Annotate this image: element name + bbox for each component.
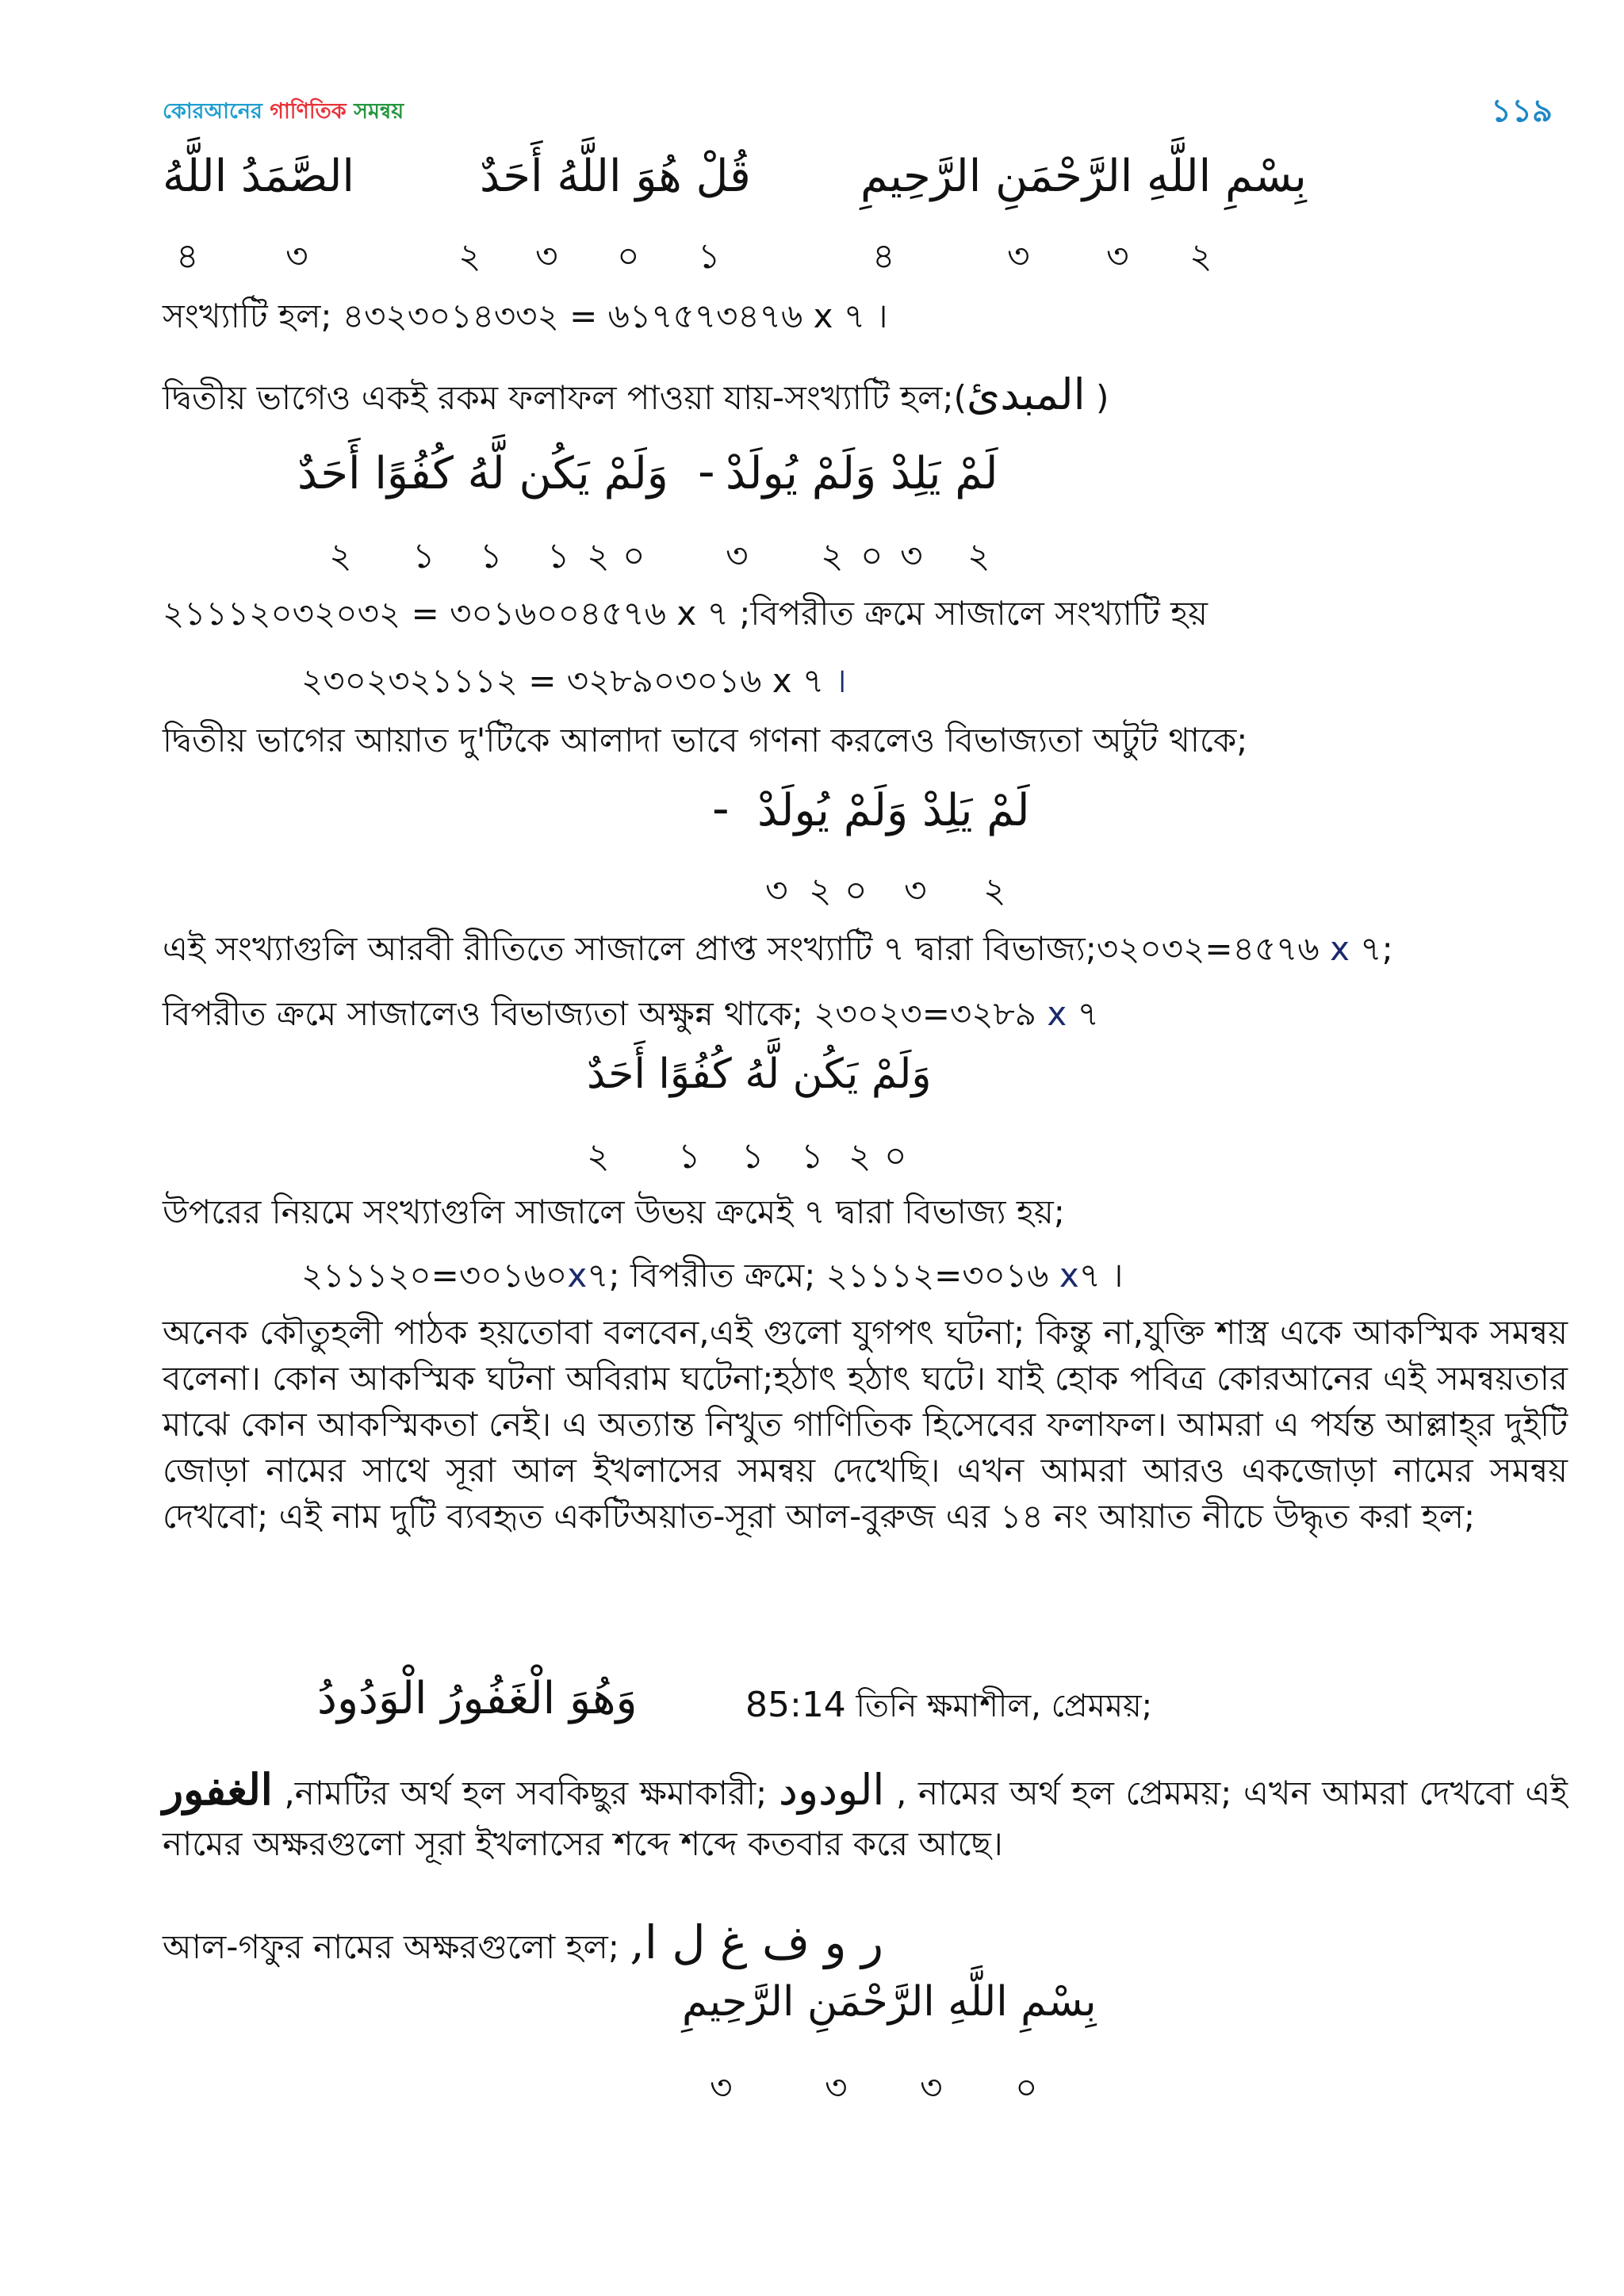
digit: ০: [617, 236, 640, 277]
arabic-yakun: وَلَمْ يَكُن لَّهُ كُفُوًا أَحَدٌ: [297, 448, 668, 499]
times-sign: x: [1047, 994, 1067, 1033]
times-sign: x: [1059, 1256, 1079, 1295]
digit: ৩: [726, 536, 749, 576]
number-line-1: সংখ্যাটি হল; ৪৩২৩০১৪৩৩২ = ৬১৭৫৭৩৪৭৬ x ৭ ।: [163, 297, 888, 335]
digit: ১: [547, 536, 570, 576]
number-line-3-text: ২৩০২৩২১১১২ = ৩২৮৯০৩০১৬ x ৭: [301, 661, 835, 700]
rule2-a: ২১১১২০=৩০১৬০: [301, 1256, 568, 1295]
verse-line: [745, 1681, 1152, 1734]
arabic-al-wadud: الودود: [778, 1765, 885, 1815]
digit: ২: [587, 1136, 610, 1177]
digit: ১: [801, 1136, 824, 1177]
digit: ২: [329, 536, 352, 576]
reverse-end: ৭: [1067, 994, 1099, 1033]
verse-translation: তিনি ক্ষমাশীল, প্রেমময়;: [845, 1688, 1153, 1724]
arabic-al-ghafur: الغفور: [163, 1764, 273, 1815]
names-paragraph: [163, 1764, 1568, 1869]
names-text-b: , নামের অর্থ হল প্রেমময়; এখন আমরা দেখবো এই নামের অক্ষরগুলো সূরা ইখলাসের শব্দে শব্দে কতবার করে আছে।: [163, 1774, 1568, 1863]
main-paragraph: অনেক কৌতুহলী পাঠক হয়তোবা বলবেন,এই গুলো যুগপৎ ঘটনা; কিন্তু না,যুক্তি শাস্ত্র একে আকস্মিক সমন্বয় বলেনা। কোন আকস্মিক ঘটনা অবিরাম ঘটেনা;হঠাৎ হঠাৎ ঘটে। যাই হোক পবিত্র কোরআনের এই সমন্বয়তার মাঝে কোন আকস্মিকতা নেই। এ অত্যান্ত নিখুত গাণিতিক হিসেবের ফলাফল। আমরা এ পর্যন্ত আল্লাহ্‌র দুইটি জোড়া নামের সাথে সূরা আল ইখলাসের সমন্বয় দেখেছি। এখন আমরা আরও একজোড়া নামের সমন্বয় দেখবো; এই নাম দুটি ব্যবহৃত একটিঅয়াত-সূরা আল-বুরুজ এর ১৪ নং আয়াত নীচে উদ্ধৃত করা হল;: [163, 1313, 1568, 1536]
digit: ১: [741, 1136, 764, 1177]
digit: ১: [678, 1136, 701, 1177]
dash: -: [698, 444, 715, 499]
digit: ০: [860, 536, 883, 576]
rule-line: উপরের নিয়মে সংখ্যাগুলি সাজালে উভয় ক্রমেই ৭ দ্বারা বিভাজ্য হয়;: [163, 1192, 1065, 1231]
arabic-method-line: [163, 926, 1393, 973]
digit: ০: [845, 871, 868, 911]
times-sign: x: [1330, 929, 1350, 968]
arabic-letters: ر و ف غ ل ا,: [630, 1915, 883, 1969]
separate-line: দ্বিতীয় ভাগের আয়াত দু'টিকে আলাদা ভাবে গণনা করলেও বিভাজ্যতা অটুট থাকে;: [163, 721, 1248, 760]
digit: ৪: [872, 236, 895, 277]
digit: ৪: [176, 236, 199, 277]
times-sign: x: [567, 1256, 588, 1295]
rule2-b: ৭; বিপরীত ক্রমে; ২১১১২=৩০১৬: [587, 1256, 1059, 1295]
digit: ০: [622, 536, 645, 576]
arabic-verse-85-14: وَهُوَ الْغَفُورُ الْوَدُودُ: [317, 1673, 638, 1724]
digit: ৩: [1007, 236, 1030, 277]
arabic-samad: الصَّمَدُ اللَّهُ: [163, 151, 354, 202]
digit: ২: [1189, 236, 1212, 277]
arabic-qul: قُلْ هُوَ اللَّهُ أَحَدٌ: [480, 151, 751, 202]
digit: ৩: [825, 2068, 848, 2108]
arabic-method-text: এই সংখ্যাগুলি আরবী রীতিতে সাজালে প্রাপ্ত সংখ্যাটি ৭ দ্বারা বিভাজ্য;৩২০৩২=৪৫৭৬: [163, 929, 1331, 968]
names-text-a: ,নামটির অর্থ হল সবকিছুর ক্ষমাকারী;: [272, 1774, 779, 1812]
verse-reference: 85:14: [745, 1685, 846, 1725]
reverse-line: [163, 991, 1099, 1038]
digit: ১: [698, 236, 721, 277]
digit: ২: [967, 536, 990, 576]
digit: ২: [821, 536, 844, 576]
digit: ২: [587, 536, 610, 576]
arabic-bismillah: بِسْمِ اللَّهِ الرَّحْمَنِ الرَّحِيمِ: [860, 151, 1307, 202]
digit: ১: [480, 536, 503, 576]
second-part-text: দ্বিতীয় ভাগেও একই রকম ফলাফল পাওয়া যায়-সংখ্যাটি হল;(: [163, 378, 967, 417]
number-line-2: ২১১১২০৩২০৩২ = ৩০১৬০০৪৫৭৬ x ৭ ;বিপরীত ক্রমে সাজালে সংখ্যাটি হয়: [163, 594, 1208, 633]
close-paren: ): [1085, 378, 1109, 417]
page-number: ১১৯: [1491, 93, 1553, 129]
digit: ৩: [920, 2068, 943, 2108]
digit: ৩: [1106, 236, 1129, 277]
digit: ১: [412, 536, 435, 576]
digit: ৩: [285, 236, 308, 277]
digit: ২: [809, 871, 832, 911]
letters-line: [163, 1911, 883, 1975]
second-part-line: [163, 365, 1109, 425]
digit: ০: [1015, 2068, 1038, 2108]
arabic-method-end: ৭;: [1349, 929, 1393, 968]
arabic-mubdi: المبدئ: [967, 369, 1086, 419]
digit: ৩: [710, 2068, 733, 2108]
running-header: [163, 95, 404, 131]
digit: ২: [848, 1136, 871, 1177]
digit: ৩: [765, 871, 788, 911]
digit: ২: [458, 236, 481, 277]
number-line-3: [301, 658, 847, 705]
digit: ০: [884, 1136, 907, 1177]
digit: ৩: [535, 236, 558, 277]
arabic-bismillah: بِسْمِ اللَّهِ الرَّحْمَنِ الرَّحِيمِ: [682, 1978, 1097, 2026]
arabic-lam-yalid: لَمْ يَلِدْ وَلَمْ يُولَدْ: [726, 448, 998, 499]
header-title-part2: গাণিতিক: [270, 99, 354, 124]
rule2-c: ৭ ।: [1078, 1256, 1124, 1295]
letters-text: আল-গফুর নামের অক্ষরগুলো হল;: [163, 1927, 630, 1966]
reverse-text: বিপরীত ক্রমে সাজালেও বিভাজ্যতা অক্ষুন্ন থাকে; ২৩০২৩=৩২৮৯: [163, 994, 1048, 1033]
dash: -: [712, 781, 730, 836]
digit: ৩: [904, 871, 927, 911]
arabic-yakun: وَلَمْ يَكُن لَّهُ كُفُوًا أَحَدٌ: [587, 1050, 932, 1098]
header-title-part3: সমন্বয়: [354, 99, 404, 124]
digit: ২: [983, 871, 1006, 911]
digit: ৩: [900, 536, 923, 576]
arabic-lam-yalid: لَمْ يَلِدْ وَلَمْ يُولَدْ: [757, 785, 1030, 836]
header-title-part1: কোরআনের: [163, 99, 270, 124]
danda-mark: ।: [834, 661, 847, 700]
rule-line-2: [301, 1253, 1123, 1299]
